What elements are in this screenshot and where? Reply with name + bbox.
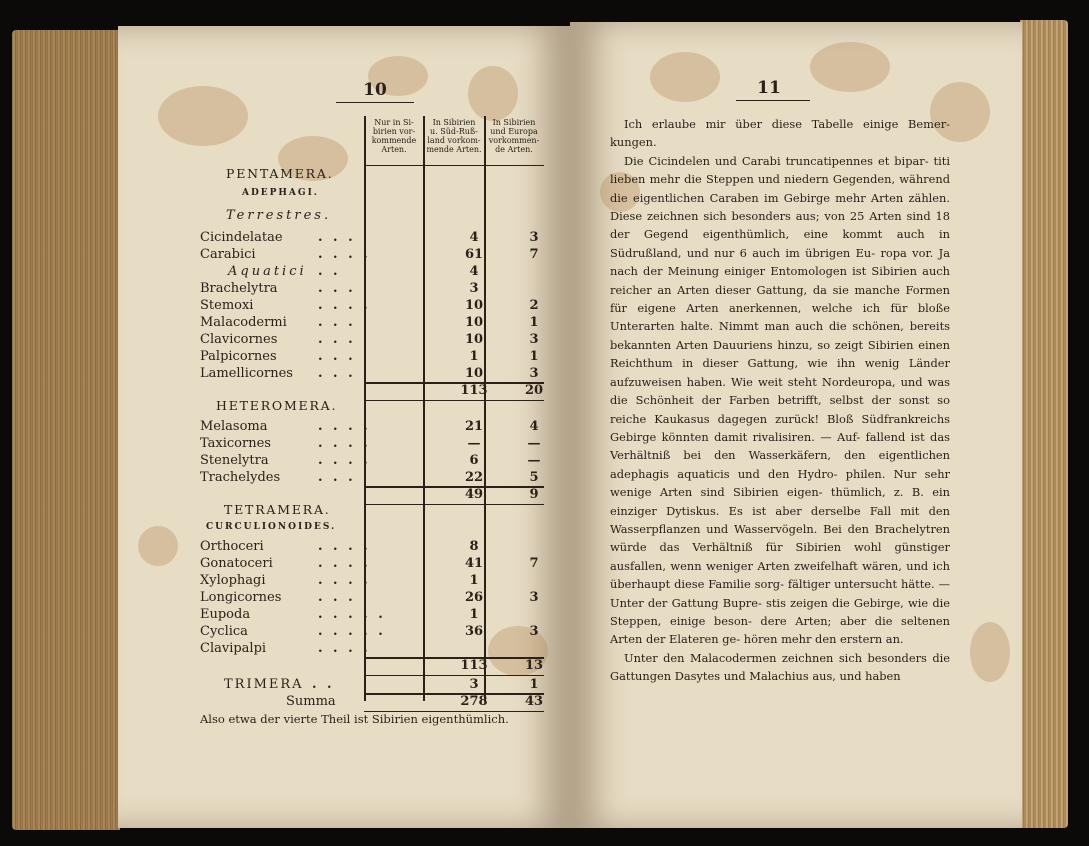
row-name: Cyclica [200, 624, 248, 639]
row-name: Cicindelatae [200, 230, 283, 245]
section-pentamera: PENTAMERA. [226, 166, 334, 181]
table-row [200, 555, 540, 572]
table-row [200, 229, 540, 246]
row-dots: . . . . [318, 298, 371, 313]
foxing-stain [158, 86, 248, 146]
body-text [610, 115, 950, 686]
row-dots: . . . . [318, 641, 371, 656]
table-row [200, 435, 540, 452]
cell-siberia-only: 1 [469, 349, 479, 364]
row-name: TRIMERA [224, 677, 304, 692]
cell-siberia-only: 21 [464, 419, 484, 434]
row-name: Summa [286, 694, 336, 709]
cell-siberia-only: 22 [464, 470, 484, 485]
column-header-siberia-europe: In Sibirien und Europa vorkommen- de Arten. [488, 118, 540, 154]
header-underline [364, 165, 544, 166]
cell-siberia-only: — [467, 436, 481, 451]
column-header-siberia-south-russia: In Sibirien u. Süd-Ruß- land vorkom- mende Arten. [426, 118, 482, 154]
row-dots: . . [318, 264, 341, 279]
foxing-stain [138, 526, 178, 566]
page-number-rule [336, 102, 414, 103]
row-name: Palpicornes [200, 349, 277, 364]
paragraph: Unter den Malacodermen zeichnen sich besonders die Gattungen Dasytes und Malachius aus, und haben [610, 650, 950, 684]
cell-siberia-only: 10 [464, 366, 484, 381]
total-siberia-only: 278 [460, 694, 488, 709]
cell-siberia-only: 10 [464, 332, 484, 347]
row-dots: . . . . [318, 247, 371, 262]
row-dots: . . . . [318, 419, 371, 434]
cell-siberia-only: 26 [464, 590, 484, 605]
table-row [200, 280, 540, 297]
paragraph: Die Cicindelen und Carabi truncatipennes et bipar- titi lieben mehr die Steppen und niedern Gegenden, während die eigentlichen Caraben im Gebirge mehr Arten zählen. Diese zeichnen sich besonders aus; von 25 Arten sind 18 der Gegend eigenthümlich, eine kommt auch in Südrußland, und nur 6 auch im übrigen Eu- ropa vor. Ja nach der Meinung einiger Entomologen ist Sibirien auch reicher an Arten dieser Gattung, da sie manche Formen für eigene Arten anerkennen, welche ich für bloße Unterarten halte. Nimmt man auch die schönen, bereits bekannten Arten Dauuriens hinzu, so zeigt Sibirien einen Reichthum in dieser Gattung, wie ihn wenig Länder aufzuweisen haben. Wie weit steht Nordeuropa, und was die Schönheit der Farben betrifft, selbst der sonst so reiche Kaukasus dagegen zurück! Bloß Südfrankreichs Gebirge könnten damit rivalisiren. — Auf- fallend ist das Verhältniß bei den Wasserkäfern, den eigentlichen adephagis aquaticis und den Hydro- philen. Nur sehr wenige Arten sind Sibirien eigen- thümlich, z. B. ein einziger Dytiskus. Es ist aber derselbe Fall mit den Wasserpflanzen und Wasservögeln. Bei den Brachelytren würde das Verhältniß für Sibirien wohl günstiger ausfallen, wenn weniger Arten zweifelhaft wären, und ich überhaupt diese Familie sorg- fältiger untersucht hätte. — Unter der Gattung Bupre- stis zeigen die Gebirge, wie die Steppen, einige beson- dere Arten; aber die seltenen Arten der Elateren ge- hören mehr den erstern an. [610, 153, 950, 647]
row-name: Stemoxi [200, 298, 254, 313]
foxing-stain [468, 66, 518, 121]
row-name: Clavicornes [200, 332, 278, 347]
row-name: Malacodermi [200, 315, 287, 330]
subsection-adephagi: ADEPHAGI. [242, 188, 319, 198]
table-row [200, 640, 540, 657]
cell-siberia-only: 36 [464, 624, 484, 639]
row-name: Stenelytra [200, 453, 269, 468]
table-row [200, 331, 540, 348]
sum-row-pentamera [200, 382, 544, 399]
row-name-aquatici: Aquatici [228, 264, 307, 279]
sum-row-tetramera [200, 657, 544, 674]
row-dots: . . . [318, 281, 356, 296]
row-dots: . . . [318, 470, 356, 485]
cell-siberia-only: 10 [464, 298, 484, 313]
left-page [118, 26, 570, 828]
table-row [200, 418, 540, 435]
table-row [200, 365, 540, 382]
cell-siberia-only: 4 [469, 264, 479, 279]
row-dots: . . . [318, 349, 356, 364]
cell-siberia-only: 3 [469, 677, 479, 692]
cell-siberia-south-russia: 1 [529, 315, 539, 330]
row-name: Gonatoceri [200, 556, 273, 571]
table-row [200, 297, 540, 314]
cell-siberia-south-russia: 3 [529, 230, 539, 245]
row-dots: . . . [318, 332, 356, 347]
subsection-curculionoides: CURCULIONOIDES. [206, 522, 337, 532]
table-row [200, 606, 540, 623]
foxing-stain [970, 622, 1010, 682]
row-dots: . . . . [318, 556, 371, 571]
section-heteromera: HETEROMERA. [216, 398, 338, 413]
row-dots: . . [312, 677, 335, 692]
row-name: Eupoda [200, 607, 251, 622]
table-row [200, 263, 540, 280]
sum-rule [364, 400, 544, 401]
sum-siberia-south-russia: 9 [529, 487, 539, 502]
subsection-terrestres: Terrestres. [226, 208, 332, 223]
table-row [200, 246, 540, 263]
row-dots: . . . . [318, 573, 371, 588]
cell-siberia-south-russia: 7 [529, 247, 539, 262]
row-name: Brachelytra [200, 281, 278, 296]
sum-siberia-only: 113 [460, 383, 488, 398]
paragraph: Ich erlaube mir über diese Tabelle einige Bemer- kungen. [610, 117, 950, 150]
row-dots: . . . . [318, 436, 371, 451]
row-name: Lamellicornes [200, 366, 293, 381]
cell-siberia-only: 1 [469, 607, 479, 622]
cell-siberia-south-russia: 1 [529, 349, 539, 364]
book-edge-left [12, 30, 120, 830]
sum-rule [364, 504, 544, 505]
total-siberia-south-russia: 43 [524, 694, 544, 709]
cell-siberia-only: 41 [464, 556, 484, 571]
table-row-trimera [200, 676, 540, 693]
table-row [200, 469, 540, 486]
row-dots: . . . [318, 366, 356, 381]
right-page [570, 22, 1022, 828]
row-dots: . . . . . [318, 624, 386, 639]
row-name: Xylophagi [200, 573, 266, 588]
table-footnote: Also etwa der vierte Theil ist Sibirien eigenthümlich. [200, 712, 509, 726]
table-row [200, 538, 540, 555]
cell-siberia-only: 1 [469, 573, 479, 588]
sum-siberia-only: 49 [464, 487, 484, 502]
sum-row-heteromera [200, 486, 540, 503]
table-row [200, 314, 540, 331]
table-row-summa [200, 693, 544, 710]
cell-siberia-south-russia: 5 [529, 470, 539, 485]
table-row [200, 572, 540, 589]
foxing-stain [650, 52, 720, 102]
cell-siberia-only: 4 [469, 230, 479, 245]
row-dots: . . . [318, 230, 356, 245]
cell-siberia-south-russia: 3 [529, 590, 539, 605]
cell-siberia-south-russia: 7 [529, 556, 539, 571]
table-row [200, 623, 540, 640]
cell-siberia-south-russia: — [527, 453, 541, 468]
row-dots: . . . . . [318, 607, 386, 622]
row-dots: . . . [318, 590, 356, 605]
row-dots: . . . . [318, 453, 371, 468]
table-row [200, 452, 540, 469]
row-name: Longicornes [200, 590, 282, 605]
row-name: Orthoceri [200, 539, 264, 554]
row-name: Melasoma [200, 419, 268, 434]
cell-siberia-only: 8 [469, 539, 479, 554]
row-name: Taxicornes [200, 436, 271, 451]
page-number-rule [736, 100, 810, 101]
table-row [200, 348, 540, 365]
cell-siberia-south-russia: 2 [529, 298, 539, 313]
cell-siberia-only: 3 [469, 281, 479, 296]
cell-siberia-south-russia: — [527, 436, 541, 451]
page-number: 10 [363, 80, 387, 100]
cell-siberia-only: 10 [464, 315, 484, 330]
section-tetramera: TETRAMERA. [224, 502, 331, 517]
foxing-stain [810, 42, 890, 92]
cell-siberia-only: 6 [469, 453, 479, 468]
row-dots: . . . [318, 315, 356, 330]
sum-siberia-south-russia: 13 [524, 658, 544, 673]
cell-siberia-south-russia: 1 [529, 677, 539, 692]
cell-siberia-south-russia: 3 [529, 332, 539, 347]
sum-siberia-south-russia: 20 [524, 383, 544, 398]
row-dots: . . . . [318, 539, 371, 554]
row-name: Clavipalpi [200, 641, 267, 656]
column-header-siberia-only: Nur in Si- birien vor- kommende Arten. [371, 118, 417, 154]
row-name: Trachelydes [200, 470, 281, 485]
page-number: 11 [757, 78, 781, 98]
cell-siberia-south-russia: 3 [529, 366, 539, 381]
table-row [200, 589, 540, 606]
book-edge-right [1020, 20, 1068, 828]
cell-siberia-south-russia: 3 [529, 624, 539, 639]
cell-siberia-only: 61 [464, 247, 484, 262]
row-name: Carabici [200, 247, 256, 262]
sum-siberia-only: 113 [460, 658, 488, 673]
cell-siberia-south-russia: 4 [529, 419, 539, 434]
